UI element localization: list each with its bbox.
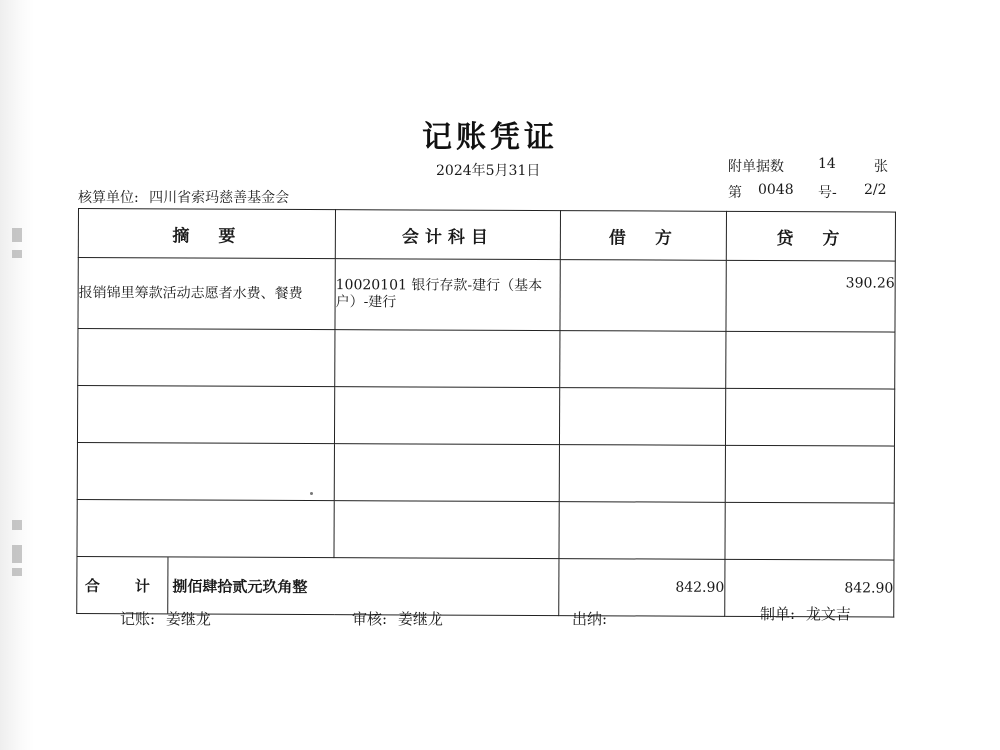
header-credit: 贷 方 [726,211,895,261]
cashier-label: 出纳: [572,610,608,628]
total-credit: 842.90 [725,559,894,617]
bookkeeper-name: 姜继龙 [165,610,211,628]
total-label: 合 计 [77,557,168,613]
row-summary: 报销锦里筹款活动志愿者水费、餐费 [78,258,335,330]
row-account [335,330,560,388]
row-summary [77,499,334,557]
scan-artifact [12,228,22,242]
row-debit [559,445,725,503]
scan-artifact [12,250,22,258]
scan-artifact [12,545,22,563]
accounting-unit-name: 四川省索玛慈善基金会 [149,190,290,206]
table-row [77,386,894,447]
row-account [334,387,559,445]
row-debit [560,260,726,332]
table-row [78,258,895,333]
table-row [78,329,895,390]
row-credit: 390.26 [726,260,895,332]
row-account [334,444,559,502]
total-amount-words: 捌佰肆拾贰元玖角整 [172,576,308,596]
scan-speck [310,492,313,495]
row-debit [560,331,726,389]
row-credit [725,502,894,560]
attachments-count: 14 [818,156,836,172]
scan-artifact [12,568,22,576]
row-credit [725,445,894,503]
table-header-row [78,209,895,262]
accounting-unit-label: 核算单位: [78,190,139,206]
preparer-name: 龙文吉 [805,605,851,623]
row-credit [726,331,895,389]
voucher-number-suffix: 号- [818,185,837,201]
total-debit: 842.90 [559,559,725,617]
row-debit [559,502,725,560]
accounting-unit [78,187,289,207]
row-credit [725,388,894,446]
row-summary [78,329,335,387]
cashier-signature [572,608,613,629]
header-debit: 借 方 [560,211,726,261]
reviewer-name: 姜继龙 [397,610,443,628]
row-debit [559,388,725,446]
row-summary [77,386,334,444]
preparer-signature [760,603,851,624]
row-account [334,501,559,559]
header-account: 会计科目 [335,210,560,260]
total-cell [77,556,559,615]
attachments-label: 附单据数 [728,159,784,175]
bookkeeper-signature [120,608,211,629]
voucher-table [76,208,896,618]
preparer-label: 制单: [760,605,796,623]
scan-artifact [12,520,22,530]
table-row [77,499,894,560]
attachments-unit: 张 [874,159,888,175]
row-summary [77,442,334,500]
voucher-number: 0048 [758,182,794,198]
voucher-title: 记账凭证 [422,120,558,155]
voucher-date: 2024年5月31日 [436,163,541,179]
reviewer-signature [352,608,443,629]
voucher-number-prefix: 第 [728,185,742,201]
row-account: 10020101 银行存款-建行（基本户）-建行 [335,259,560,331]
header-summary: 摘 要 [78,209,335,259]
table-row [77,442,894,503]
reviewer-label: 审核: [352,610,388,628]
bookkeeper-label: 记账: [120,610,156,628]
voucher-page: 2/2 [864,182,887,198]
